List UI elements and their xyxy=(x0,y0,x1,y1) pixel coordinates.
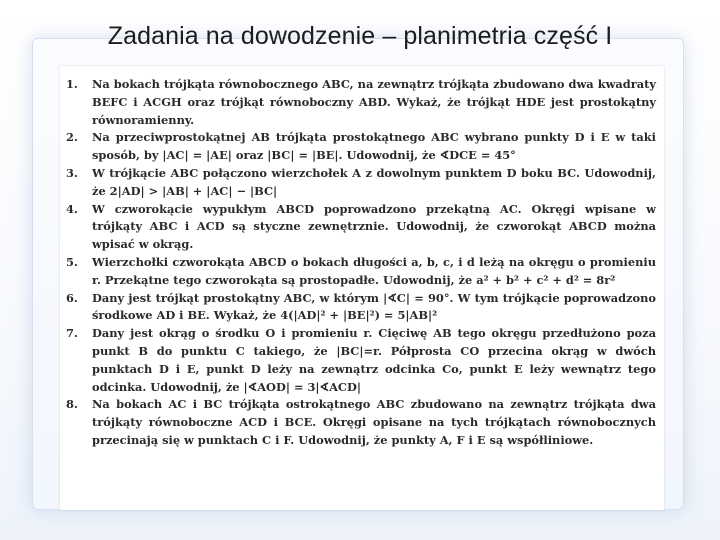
task-number: 2. xyxy=(66,130,78,145)
task-number: 8. xyxy=(66,397,78,412)
task-text: W trójkącie ABC połączono wierzchołek A z dowolnym punktem D boku BC. Udowodnij, że 2|AD| > |AB| + |AC| − |BC| xyxy=(92,165,656,198)
task-item-1 xyxy=(66,76,656,129)
task-list xyxy=(60,66,664,450)
task-document xyxy=(60,66,664,510)
task-text: Na bokach AC i BC trójkąta ostrokątnego ABC zbudowano na zewnątrz trójkąta dwa trójkąty równoboczne ACD i BCE. Okręgi opisane na tych trójkątach równobocznych przecinają się w punktach C i F. Udowodnij, że punkty A, F i E są współliniowe. xyxy=(92,397,656,447)
task-number: 7. xyxy=(66,326,78,341)
task-item-5 xyxy=(66,254,656,290)
task-number: 6. xyxy=(66,290,78,305)
task-number: 4. xyxy=(66,201,78,216)
task-text: Wierzchołki czworokąta ABCD o bokach długości a, b, c, i d leżą na okręgu o promieniu r. Przekątne tego czworokąta są prostopadłe. Udowodnij, że a² + b² + c² + d² = 8r² xyxy=(92,254,656,287)
task-text: Na przeciwprostokątnej AB trójkąta prostokątnego ABC wybrano punkty D i E w taki sposób, by |AC| = |AE| oraz |BC| = |BE|. Udowodnij, że ∢DCE = 45° xyxy=(92,130,656,163)
task-item-2 xyxy=(66,129,656,165)
task-item-7 xyxy=(66,325,656,396)
task-number: 5. xyxy=(66,254,78,269)
task-text: Dany jest trójkąt prostokątny ABC, w którym |∢C| = 90°. W tym trójkącie poprowadzono środkowe AD i BE. Wykaż, że 4(|AD|² + |BE|²) = 5|AB|² xyxy=(92,290,656,323)
task-item-6 xyxy=(66,290,656,326)
task-number: 3. xyxy=(66,165,78,180)
task-item-4 xyxy=(66,201,656,254)
task-text: Dany jest okrąg o środku O i promieniu r. Cięciwę AB tego okręgu przedłużono poza punkt B do punktu C takiego, że |BC|=r. Półprosta CO przecina okrąg w dwóch punktach D i E, punkt D leży na zewnątrz odcinka Co, punkt E leży wewnątrz tego odcinka. Udowodnij, że |∢AOD| = 3|∢ACD| xyxy=(92,326,656,394)
task-text: W czworokącie wypukłym ABCD poprowadzono przekątną AC. Okręgi wpisane w trójkąty ABC i ACD są styczne zewnętrznie. Udowodnij, że czworokąt ABCD można wpisać w okrąg. xyxy=(92,201,656,252)
slide-title: Zadania na dowodzenie – planimetria część I xyxy=(107,22,613,50)
task-item-3 xyxy=(66,165,656,201)
task-text: Na bokach trójkąta równobocznego ABC, na zewnątrz trójkąta zbudowano dwa kwadraty BEFC i ACGH oraz trójkąt równoboczny ABD. Wykaż, że trójkąt HDE jest prostokątny równoramienny. xyxy=(92,77,656,127)
task-number: 1. xyxy=(66,77,78,91)
task-item-8 xyxy=(66,396,656,449)
